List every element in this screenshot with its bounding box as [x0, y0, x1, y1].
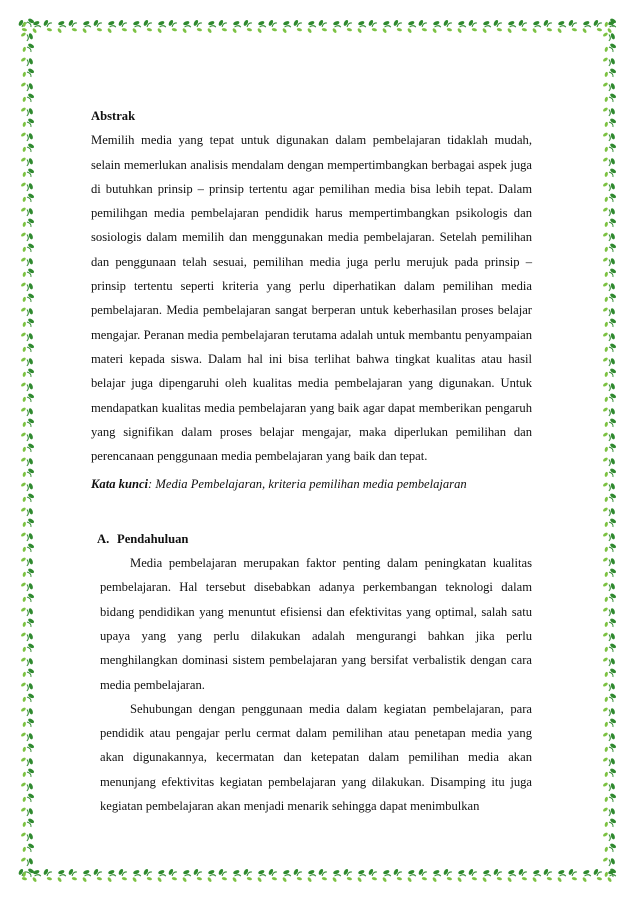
intro-paragraph-1: Media pembelajaran merupakan faktor penting dalam peningkatan kualitas pembelajaran. Hal tersebut disebabkan adanya perkembangan teknologi dalam bidang pendidikan yang menuntut efisiensi dan efektivitas yang optimal, salah satu upaya yang yang perlu dilakukan adalah mengurangi bahkan jika perlu menghilangkan dominasi sistem pembelajaran yang bersifat verbalistik dengan cara media pembelajaran.	[100, 556, 532, 692]
decorative-border-top	[16, 16, 620, 38]
section-introduction	[91, 527, 532, 819]
section-number: A.	[97, 531, 110, 546]
keywords-label: Kata kunci	[91, 477, 149, 492]
document-body	[91, 104, 532, 818]
intro-paragraph-2: Sehubungan dengan penggunaan media dalam kegiatan pembelajaran, para pendidik atau pengajar perlu cermat dalam pemilihan atau penetapan media yang akan digunakannya, kecermatan dan ketepatan dalam pemilihan media akan menunjang efektivitas kegiatan pembelajaran yang dilakukan. Disamping itu juga kegiatan pembelajaran akan menjadi menarik sehingga dapat menimbulkan	[100, 701, 532, 814]
abstract-text: Memilih media yang tepat untuk digunakan dalam pembelajaran tidaklah mudah, selain memerlukan analisis mendalam dengan mempertimbangkan berbagai aspek juga di butuhkan prinsip – prinsip tertentu agar pemilihan media bisa lebih tepat. Dalam pemilihgan media pembelajaran pendidik harus mempertimbangkan psikologis dan sosiologis dalam memilih dan menggunakan media pembelajaran. Setelah pemilihan dan penggunaan telah sesuai, pemilihan media juga perlu merujuk pada prinsip – prinsip tertentu seperti kriteria yang perlu diperhatikan dalam pemilihan media pembelajaran. Media pembelajaran sangat berperan untuk keberhasilan proses belajar mengajar. Peranan media pembelajaran terutama adalah untuk membantu penyampaian materi kepada siswa. Dalam hal ini bisa terlihat bahwa tingkat kualitas atau hasil belajar juga dipengaruhi oleh kualitas media pembelajaran yang digunakan. Untuk mendapatkan kualitas media pembelajaran yang baik agar dapat memberikan pengaruh yang signifikan dalam proses belajar mengajar, maka diperlukan pemilihan dan perencanaan penggunaan media pembelajaran yang baik dan tepat.	[91, 133, 532, 464]
section-body	[91, 551, 532, 818]
section-heading	[97, 527, 532, 551]
decorative-border-left	[16, 16, 38, 887]
section-title: Pendahuluan	[117, 531, 189, 546]
decorative-border-right	[598, 16, 620, 887]
decorative-border-bottom	[16, 865, 620, 887]
keywords-line	[91, 472, 532, 496]
keywords-text: : Media Pembelajaran, kriteria pemilihan media pembelajaran	[148, 477, 467, 492]
abstract-title: Abstrak	[91, 109, 136, 123]
